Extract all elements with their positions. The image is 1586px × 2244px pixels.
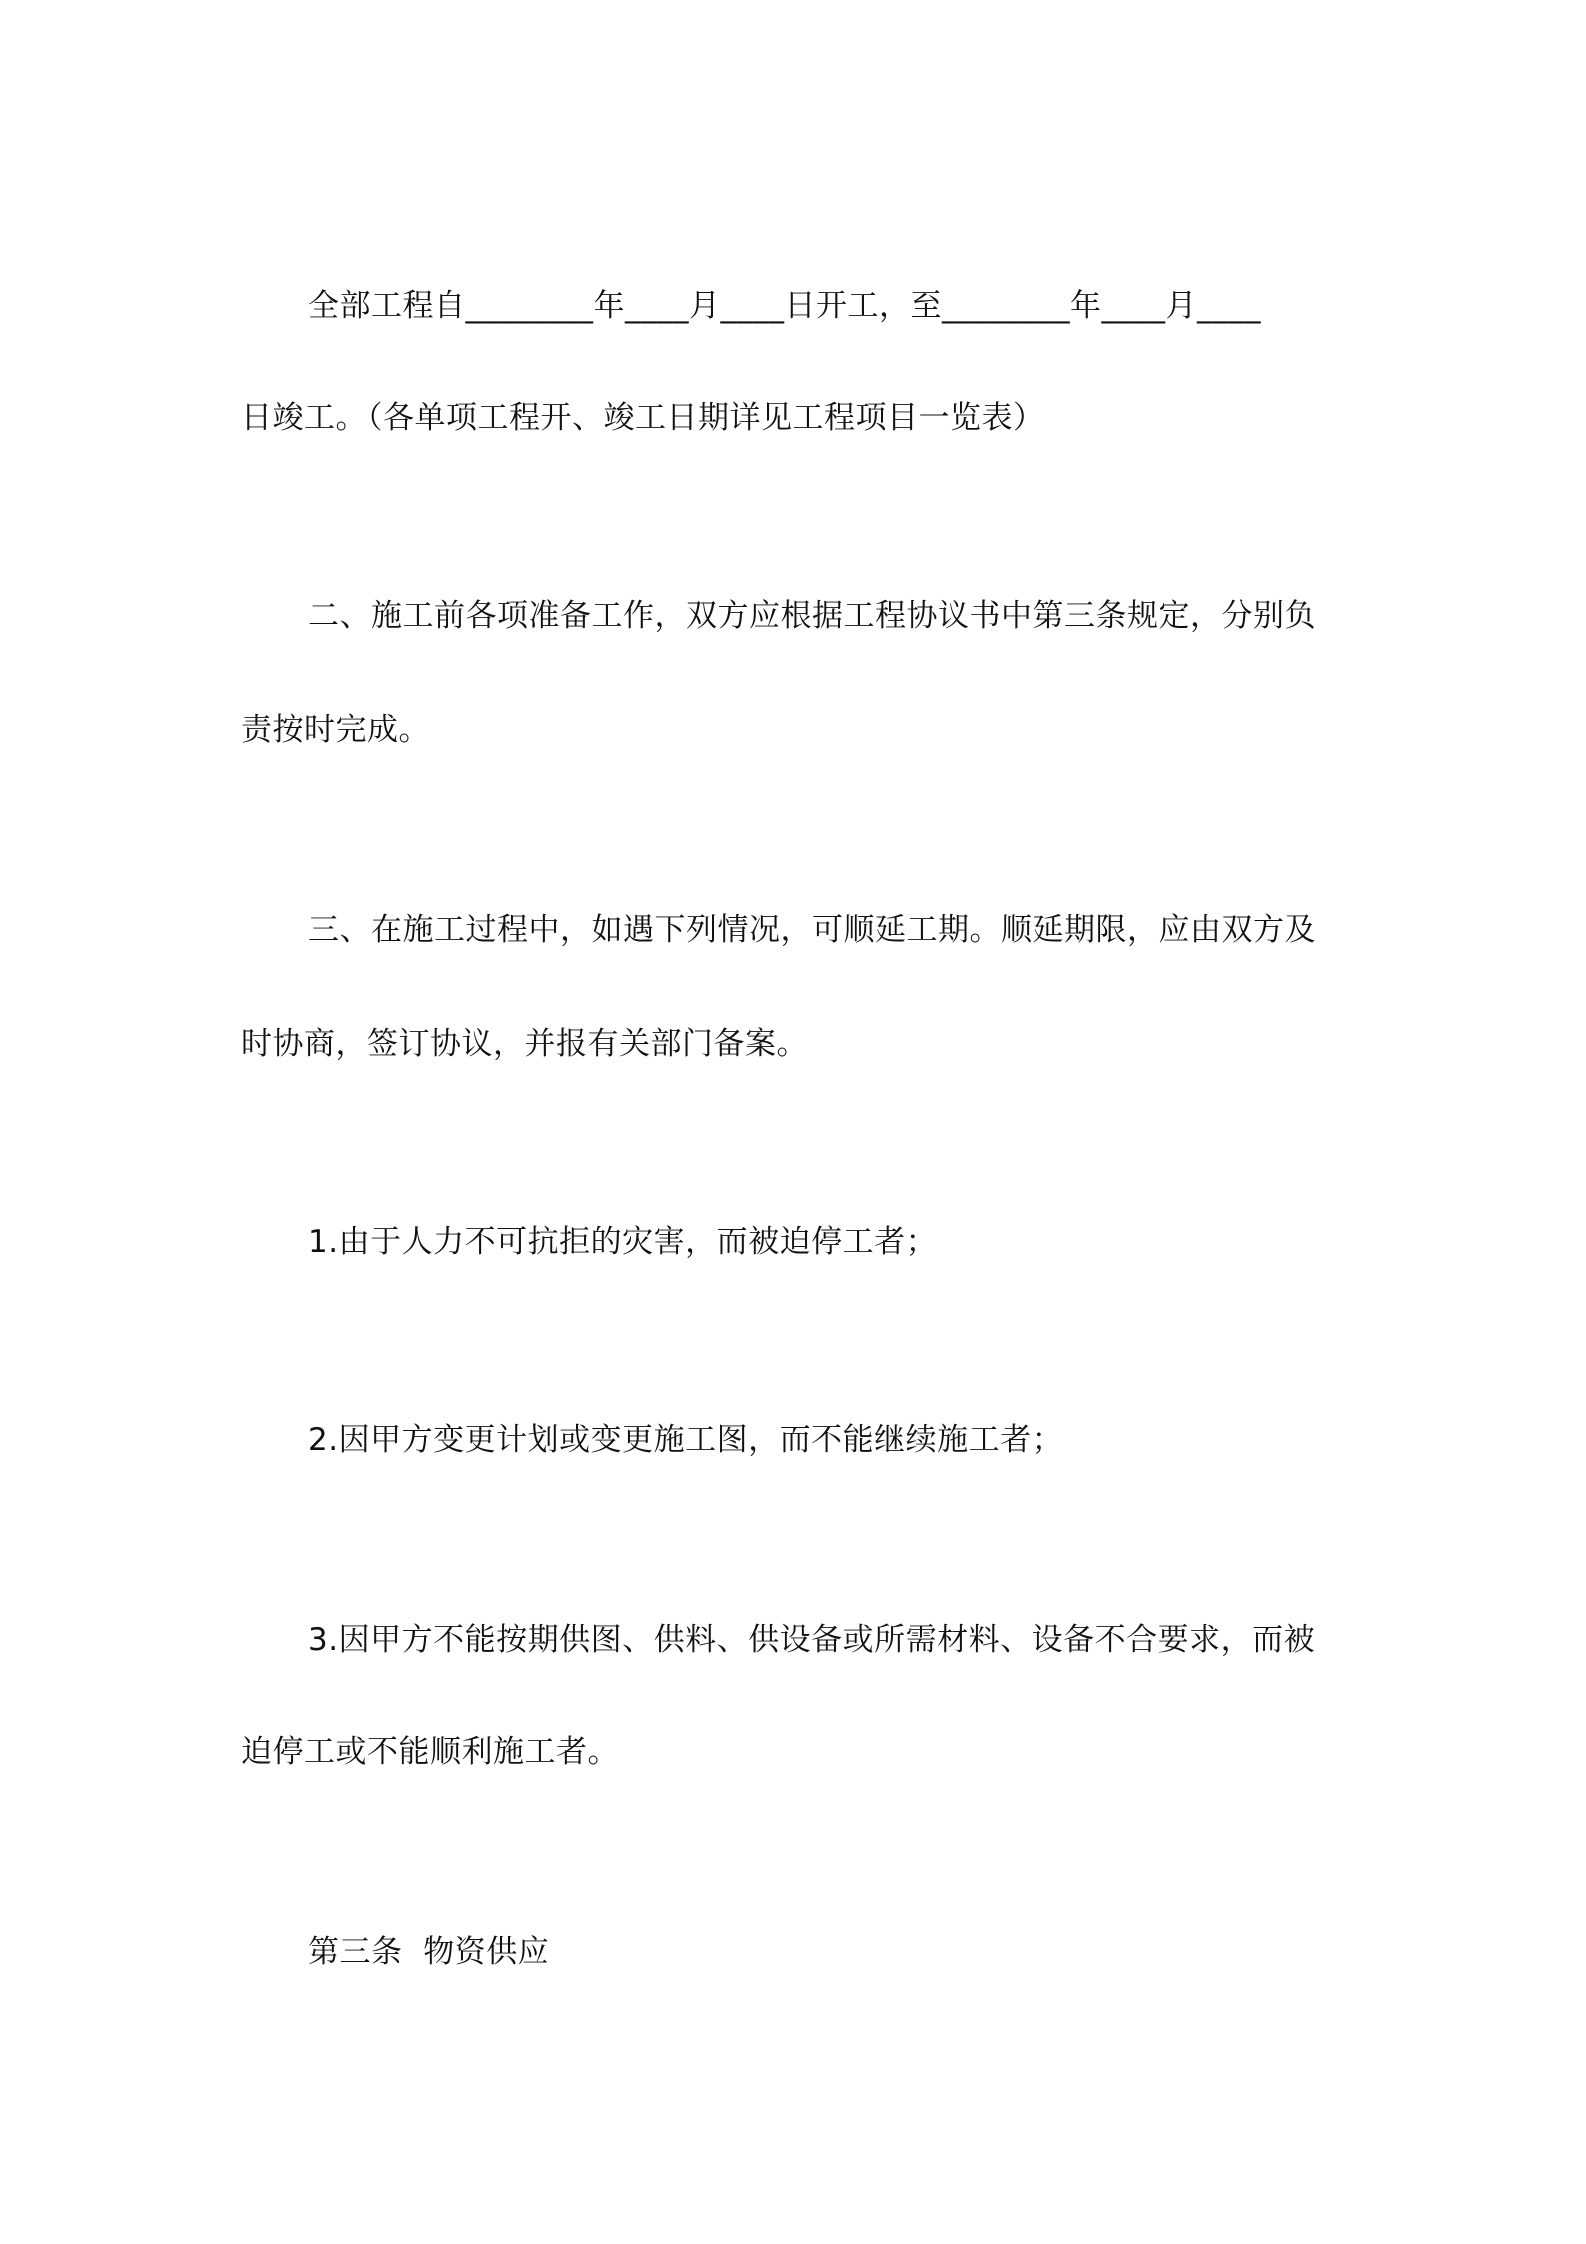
paragraph-extension-line-1: 三、在施工过程中，如遇下列情况，可顺延工期。顺延期限，应由双方及 [308, 912, 1316, 948]
paragraph-schedule-line-2: 日竣工。（各单项工程开、竣工日期详见工程项目一览表） [241, 400, 1045, 436]
paragraph-preparation-line-1: 二、施工前各项准备工作，双方应根据工程协议书中第三条规定，分别负 [308, 598, 1316, 634]
section-heading: 第三条 物资供应 [308, 1934, 550, 1970]
list-item-2: 2.因甲方变更计划或变更施工图，而不能继续施工者； [308, 1422, 1064, 1458]
paragraph-extension-line-2: 时协商，签订协议，并报有关部门备案。 [241, 1026, 808, 1062]
paragraph-schedule-line-1: 全部工程自________年____月____日开工，至________年____月____ [308, 288, 1261, 324]
list-item-1: 1.由于人力不可抗拒的灾害，而被迫停工者； [308, 1224, 938, 1260]
paragraph-preparation-line-2: 责按时完成。 [241, 712, 430, 748]
list-item-3-line-2: 迫停工或不能顺利施工者。 [241, 1734, 619, 1770]
list-item-3-line-1: 3.因甲方不能按期供图、供料、供设备或所需材料、设备不合要求，而被 [308, 1622, 1316, 1658]
